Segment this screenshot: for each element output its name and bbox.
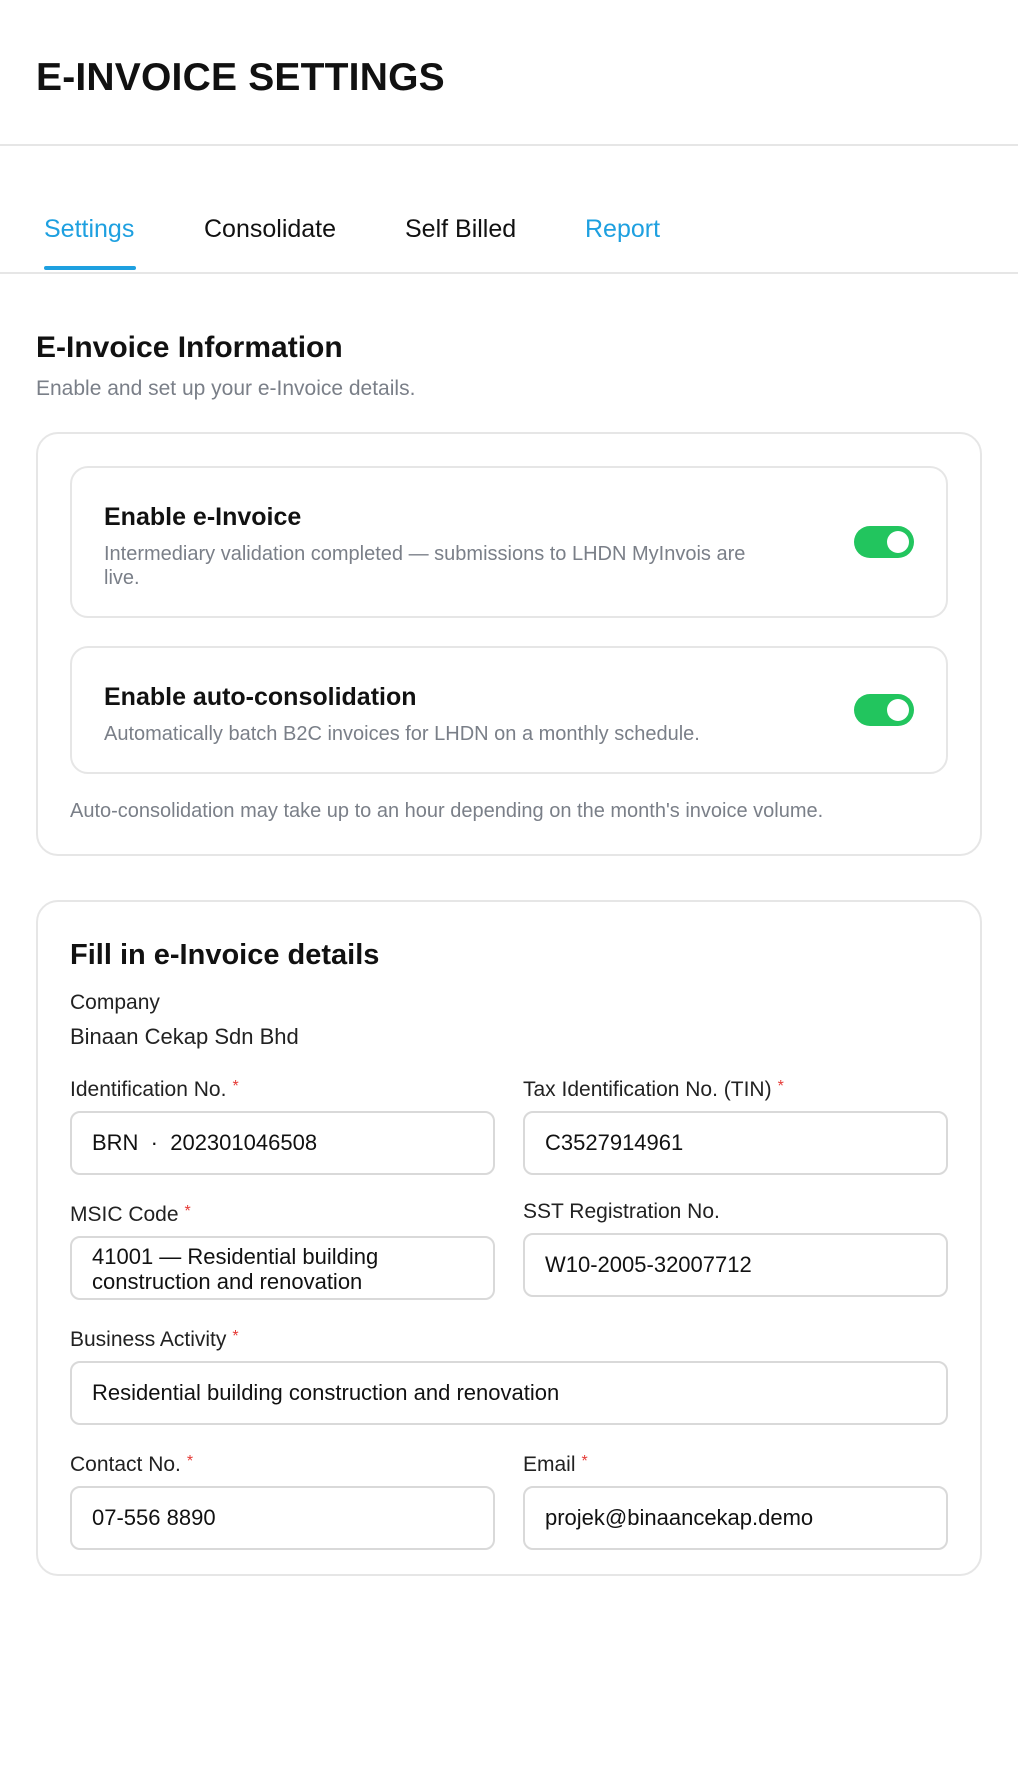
tab-bar [0, 146, 1018, 274]
enable-einvoice-row [70, 466, 948, 618]
details-title: Fill in e-Invoice details [70, 939, 380, 971]
auto-consolidation-toggle[interactable] [854, 694, 914, 726]
business-activity-label [70, 1324, 948, 1353]
page-header [0, 0, 1018, 146]
required-marker: * [232, 1078, 239, 1095]
auto-consolidation-title: Enable auto-consolidation [104, 683, 417, 711]
section-title: E-Invoice Information [36, 331, 343, 364]
toggle-knob [887, 531, 909, 553]
enable-einvoice-title: Enable e-Invoice [104, 503, 302, 531]
identification-label [70, 1074, 495, 1103]
email-label-text: Email [523, 1453, 576, 1476]
msic-label-text: MSIC Code [70, 1203, 179, 1226]
enable-einvoice-toggle[interactable] [854, 526, 914, 558]
active-tab-indicator [44, 266, 136, 270]
tin-label [523, 1074, 948, 1103]
required-marker: * [184, 1203, 191, 1220]
email-label [523, 1449, 948, 1478]
section-subtitle: Enable and set up your e-Invoice details. [36, 377, 416, 400]
tab-self-billed[interactable]: Self Billed [405, 215, 517, 243]
email-field[interactable]: projek@binaancekap.demo [523, 1486, 948, 1550]
required-marker: * [186, 1453, 194, 1470]
tin-label-text: Tax Identification No. (TIN) [523, 1078, 772, 1101]
enable-einvoice-description: Intermediary validation completed — submissions to LHDN MyInvois are live. [104, 543, 746, 589]
business-activity-label-text: Business Activity [70, 1328, 227, 1351]
contact-label-text: Contact No. [70, 1453, 181, 1476]
tab-report[interactable]: Report [585, 215, 661, 243]
tin-field[interactable]: C3527914961 [523, 1111, 948, 1175]
row-msic-sst [70, 1199, 948, 1300]
identification-field[interactable]: BRN · 202301046508 [70, 1111, 495, 1175]
row-contact-email [70, 1449, 948, 1550]
row-identification-tin [70, 1074, 948, 1175]
msic-label [70, 1199, 495, 1228]
auto-consolidation-description: Automatically batch B2C invoices for LHDN on a monthly schedule. [104, 723, 700, 745]
msic-code-field[interactable]: 41001 — Residential building construction and renovation [70, 1236, 495, 1300]
settings-card [36, 432, 982, 856]
tab-consolidate[interactable]: Consolidate [204, 215, 337, 243]
required-marker: * [232, 1328, 239, 1345]
sst-label: SST Registration No. [523, 1200, 720, 1223]
toggle-knob [887, 699, 909, 721]
company-value: Binaan Cekap Sdn Bhd [70, 1024, 299, 1049]
auto-consolidation-row [70, 646, 948, 774]
page-title: E-INVOICE SETTINGS [36, 56, 445, 99]
tab-settings[interactable]: Settings [44, 215, 135, 243]
details-card [36, 900, 982, 1576]
business-activity-field[interactable]: Residential building construction and renovation [70, 1361, 948, 1425]
row-business-activity [70, 1324, 948, 1425]
required-marker: * [777, 1078, 784, 1095]
consolidation-note: Auto-consolidation may take up to an hour depending on the month's invoice volume. [70, 800, 824, 822]
company-label: Company [70, 991, 160, 1014]
required-marker: * [581, 1453, 588, 1470]
contact-label [70, 1449, 495, 1478]
sst-registration-field[interactable]: W10-2005-32007712 [523, 1233, 948, 1297]
identification-label-text: Identification No. [70, 1078, 227, 1101]
einvoice-section [0, 330, 1018, 1576]
contact-number-field[interactable]: 07-556 8890 [70, 1486, 495, 1550]
